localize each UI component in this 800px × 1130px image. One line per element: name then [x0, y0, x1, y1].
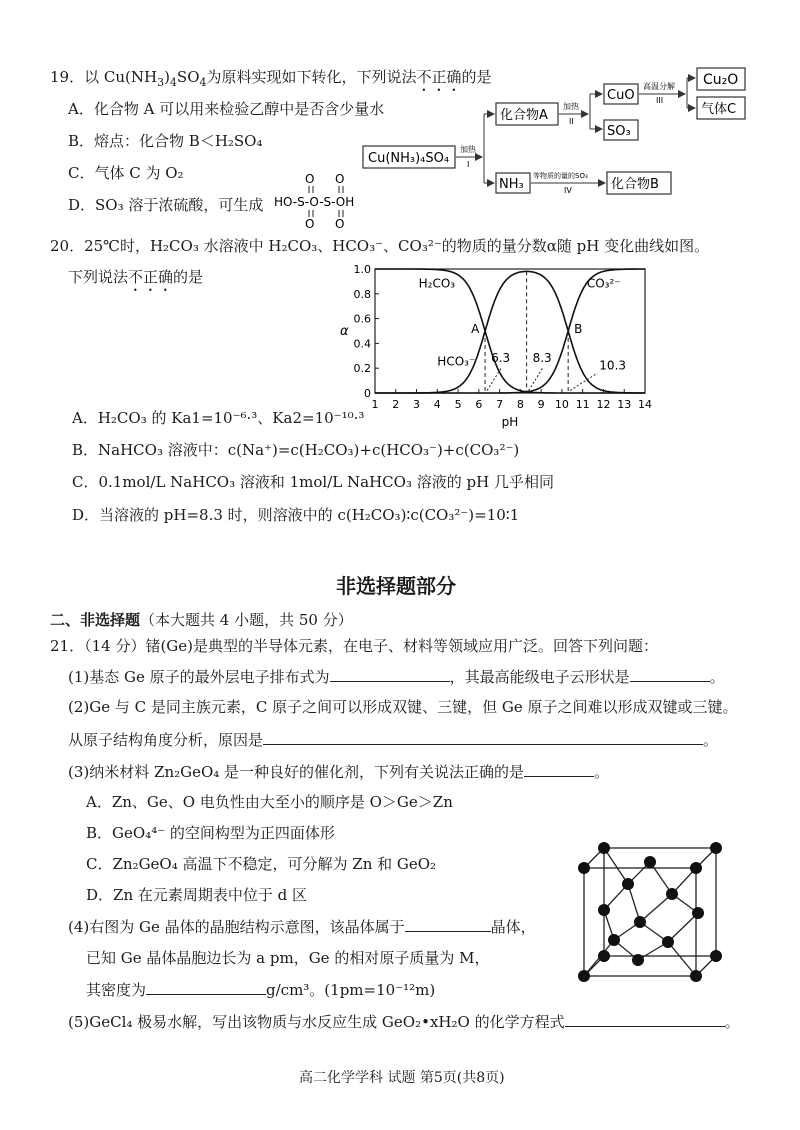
q19-flow-diagram	[360, 66, 760, 198]
q21-part2a: (2)Ge 与 C 是同主族元素，C 原子之间可以形成双键、三键，但 Ge 原子之间难以形成双键或三键。	[68, 698, 738, 716]
q21-blank-5	[405, 917, 491, 932]
x-tick-label: 2	[392, 398, 400, 411]
q21-p3-option-d: D．Zn 在元素周期表中位于 d 区	[86, 886, 308, 904]
q21-p3-option-b: B．GeO₄⁴⁻ 的空间构型为正四面体形	[86, 824, 335, 842]
x-tick-label: 12	[596, 398, 611, 411]
q21-part3: (3)纳米材料 Zn₂GeO₄ 是一种良好的催化剂，下列有关说法正确的是 。	[68, 763, 610, 781]
x-tick-label: 7	[496, 398, 504, 411]
annotation-point-a: A	[471, 322, 480, 336]
x-tick-label: 13	[617, 398, 632, 411]
series-label-hco3: HCO₃⁻	[437, 354, 476, 369]
q21-part4b: 已知 Ge 晶体晶胞边长为 a pm，Ge 的相对原子质量为 M，	[86, 949, 490, 967]
q20-option-c: C．0.1mol/L NaHCO₃ 溶液和 1mol/L NaHCO₃ 溶液的 pH 几乎相同	[72, 473, 554, 491]
flow-compound-b-label: 化合物B	[611, 177, 659, 192]
flow-so3-label: SO₃	[607, 124, 631, 139]
flow-arrow1-num: I	[467, 160, 470, 169]
q21-part1: (1)基态 Ge 原子的最外层电子排布式为 ，其最高能级电子云形状是 。	[68, 668, 725, 686]
annotation-6-3: 6.3	[491, 351, 511, 365]
flow-arrow1-top: 加热	[460, 145, 476, 154]
y-axis-label: α	[340, 324, 349, 339]
x-tick-label: 9	[537, 398, 545, 411]
flow-cuo-num: III	[656, 96, 664, 105]
x-tick-label: 4	[433, 398, 441, 411]
y-tick-label: 0	[364, 387, 371, 400]
q21-p3-option-a: A．Zn、Ge、O 电负性由大至小的顺序是 O＞Ge＞Zn	[86, 793, 453, 811]
y-tick-label: 0.8	[353, 287, 371, 301]
ge-unit-cell-diagram	[570, 838, 730, 988]
x-tick-label: 3	[413, 398, 421, 411]
annotation-point-b: B	[574, 322, 583, 336]
x-tick-label: 5	[454, 398, 462, 411]
section-title: 非选择题部分	[336, 574, 456, 598]
y-tick-label: 0.6	[353, 312, 371, 326]
x-tick-label: 14	[638, 398, 652, 411]
annotation-10-3: 10.3	[599, 358, 627, 373]
q21-part4c: 其密度为 g/cm³。(1pm=10⁻¹²m)	[86, 981, 436, 999]
flow-start-label: Cu(NH₃)₄SO₄	[368, 151, 450, 166]
q21-blank-2	[630, 667, 710, 682]
flow-compound-a-label: 化合物A	[500, 108, 548, 123]
page-footer: 高二化学学科 试题 第5页(共8页)	[299, 1070, 505, 1086]
q20-stem: 20．25℃时，H₂CO₃ 水溶液中 H₂CO₃、HCO₃⁻、CO₃²⁻的物质的量分数α随 pH 变化曲线如图。	[50, 237, 710, 255]
y-tick-label: 1.0	[353, 263, 371, 276]
q20-option-a: A．H₂CO₃ 的 Ka1=10⁻⁶·³、Ka2=10⁻¹⁰·³	[72, 409, 365, 427]
flow-nh3-top: 等物质的量的SO₃	[533, 172, 588, 180]
x-tick-label: 8	[516, 398, 524, 411]
q21-blank-4	[524, 762, 594, 777]
x-tick-label: 10	[554, 398, 569, 411]
series-label-co32: CO₃²⁻	[586, 276, 621, 291]
q21-part2b: 从原子结构角度分析，原因是 。	[68, 731, 719, 749]
section-header: 二、非选择题（本大题共 4 小题，共 50 分）	[50, 611, 353, 629]
flow-cuo-top: 高温分解	[643, 82, 675, 91]
q21-blank-3	[263, 730, 703, 745]
q19-option-d: D．SO₃ 溶于浓硫酸，可生成	[68, 196, 264, 214]
q20-alpha-ph-chart	[330, 255, 670, 440]
q21-part4a: (4)右图为 Ge 晶体的晶胞结构示意图，该晶体属于 晶体，	[68, 918, 536, 936]
q21-blank-1	[330, 667, 450, 682]
y-tick-label: 0.2	[353, 362, 371, 376]
flow-cu2o-label: Cu₂O	[703, 72, 739, 88]
x-tick-label: 6	[475, 398, 483, 411]
q21-blank-6	[146, 980, 266, 995]
x-axis-label: pH	[501, 415, 519, 429]
y-tick-label: 0.4	[353, 337, 371, 351]
x-tick-label: 1	[371, 398, 379, 411]
q19-option-b: B．熔点：化合物 B＜H₂SO₄	[68, 132, 263, 150]
flow-arrowA-top: 加热	[563, 102, 579, 111]
q19-stem: 19．以 $Cu(NH_3)_4SO_4$为原料实现如下转化，下列说法不正确的是	[50, 68, 492, 89]
q21-blank-7	[565, 1012, 725, 1027]
annotation-8-3: 8.3	[532, 351, 552, 365]
x-tick-label: 11	[575, 398, 590, 411]
series-label-h2co3: H₂CO₃	[418, 276, 456, 291]
flow-nh3-label: NH₃	[499, 177, 524, 192]
q21-part5: (5)GeCl₄ 极易水解，写出该物质与水反应生成 GeO₂•xH₂O 的化学方程式 。	[68, 1013, 740, 1031]
disulfuric-acid-structure	[272, 170, 372, 232]
flow-cuo-label: CuO	[607, 88, 635, 103]
q20-option-b: B．NaHCO₃ 溶液中：c(Na⁺)=c(H₂CO₃)+c(HCO₃⁻)+c(CO₃²⁻)	[72, 441, 520, 459]
q20-stem2: 下列说法不正确的是	[68, 268, 204, 286]
flow-gas-c-label: 气体C	[701, 102, 737, 117]
structure-o-top-1: O	[305, 172, 315, 186]
q20-option-d: D．当溶液的 pH=8.3 时，则溶液中的 c(H₂CO₃)∶c(CO₃²⁻)=10∶1	[72, 506, 520, 524]
flow-arrowA-num: II	[569, 117, 574, 126]
q21-p3-option-c: C．Zn₂GeO₄ 高温下不稳定，可分解为 Zn 和 GeO₂	[86, 855, 437, 873]
q21-stem: 21．（14 分）锗(Ge)是典型的半导体元素，在电子、材料等领域应用广泛。回答下列问题：	[50, 637, 659, 655]
structure-o-bottom-1: O	[305, 217, 315, 231]
flow-nh3-num: IV	[564, 186, 572, 195]
structure-o-bottom-2: O	[335, 217, 345, 231]
q19-option-a: A．化合物 A 可以用来检验乙醇中是否含少量水	[68, 100, 385, 118]
structure-o-top-2: O	[335, 172, 345, 186]
structure-main-line: HO-S-O-S-OH	[274, 195, 355, 209]
q19-option-c: C．气体 C 为 O₂	[68, 164, 184, 182]
